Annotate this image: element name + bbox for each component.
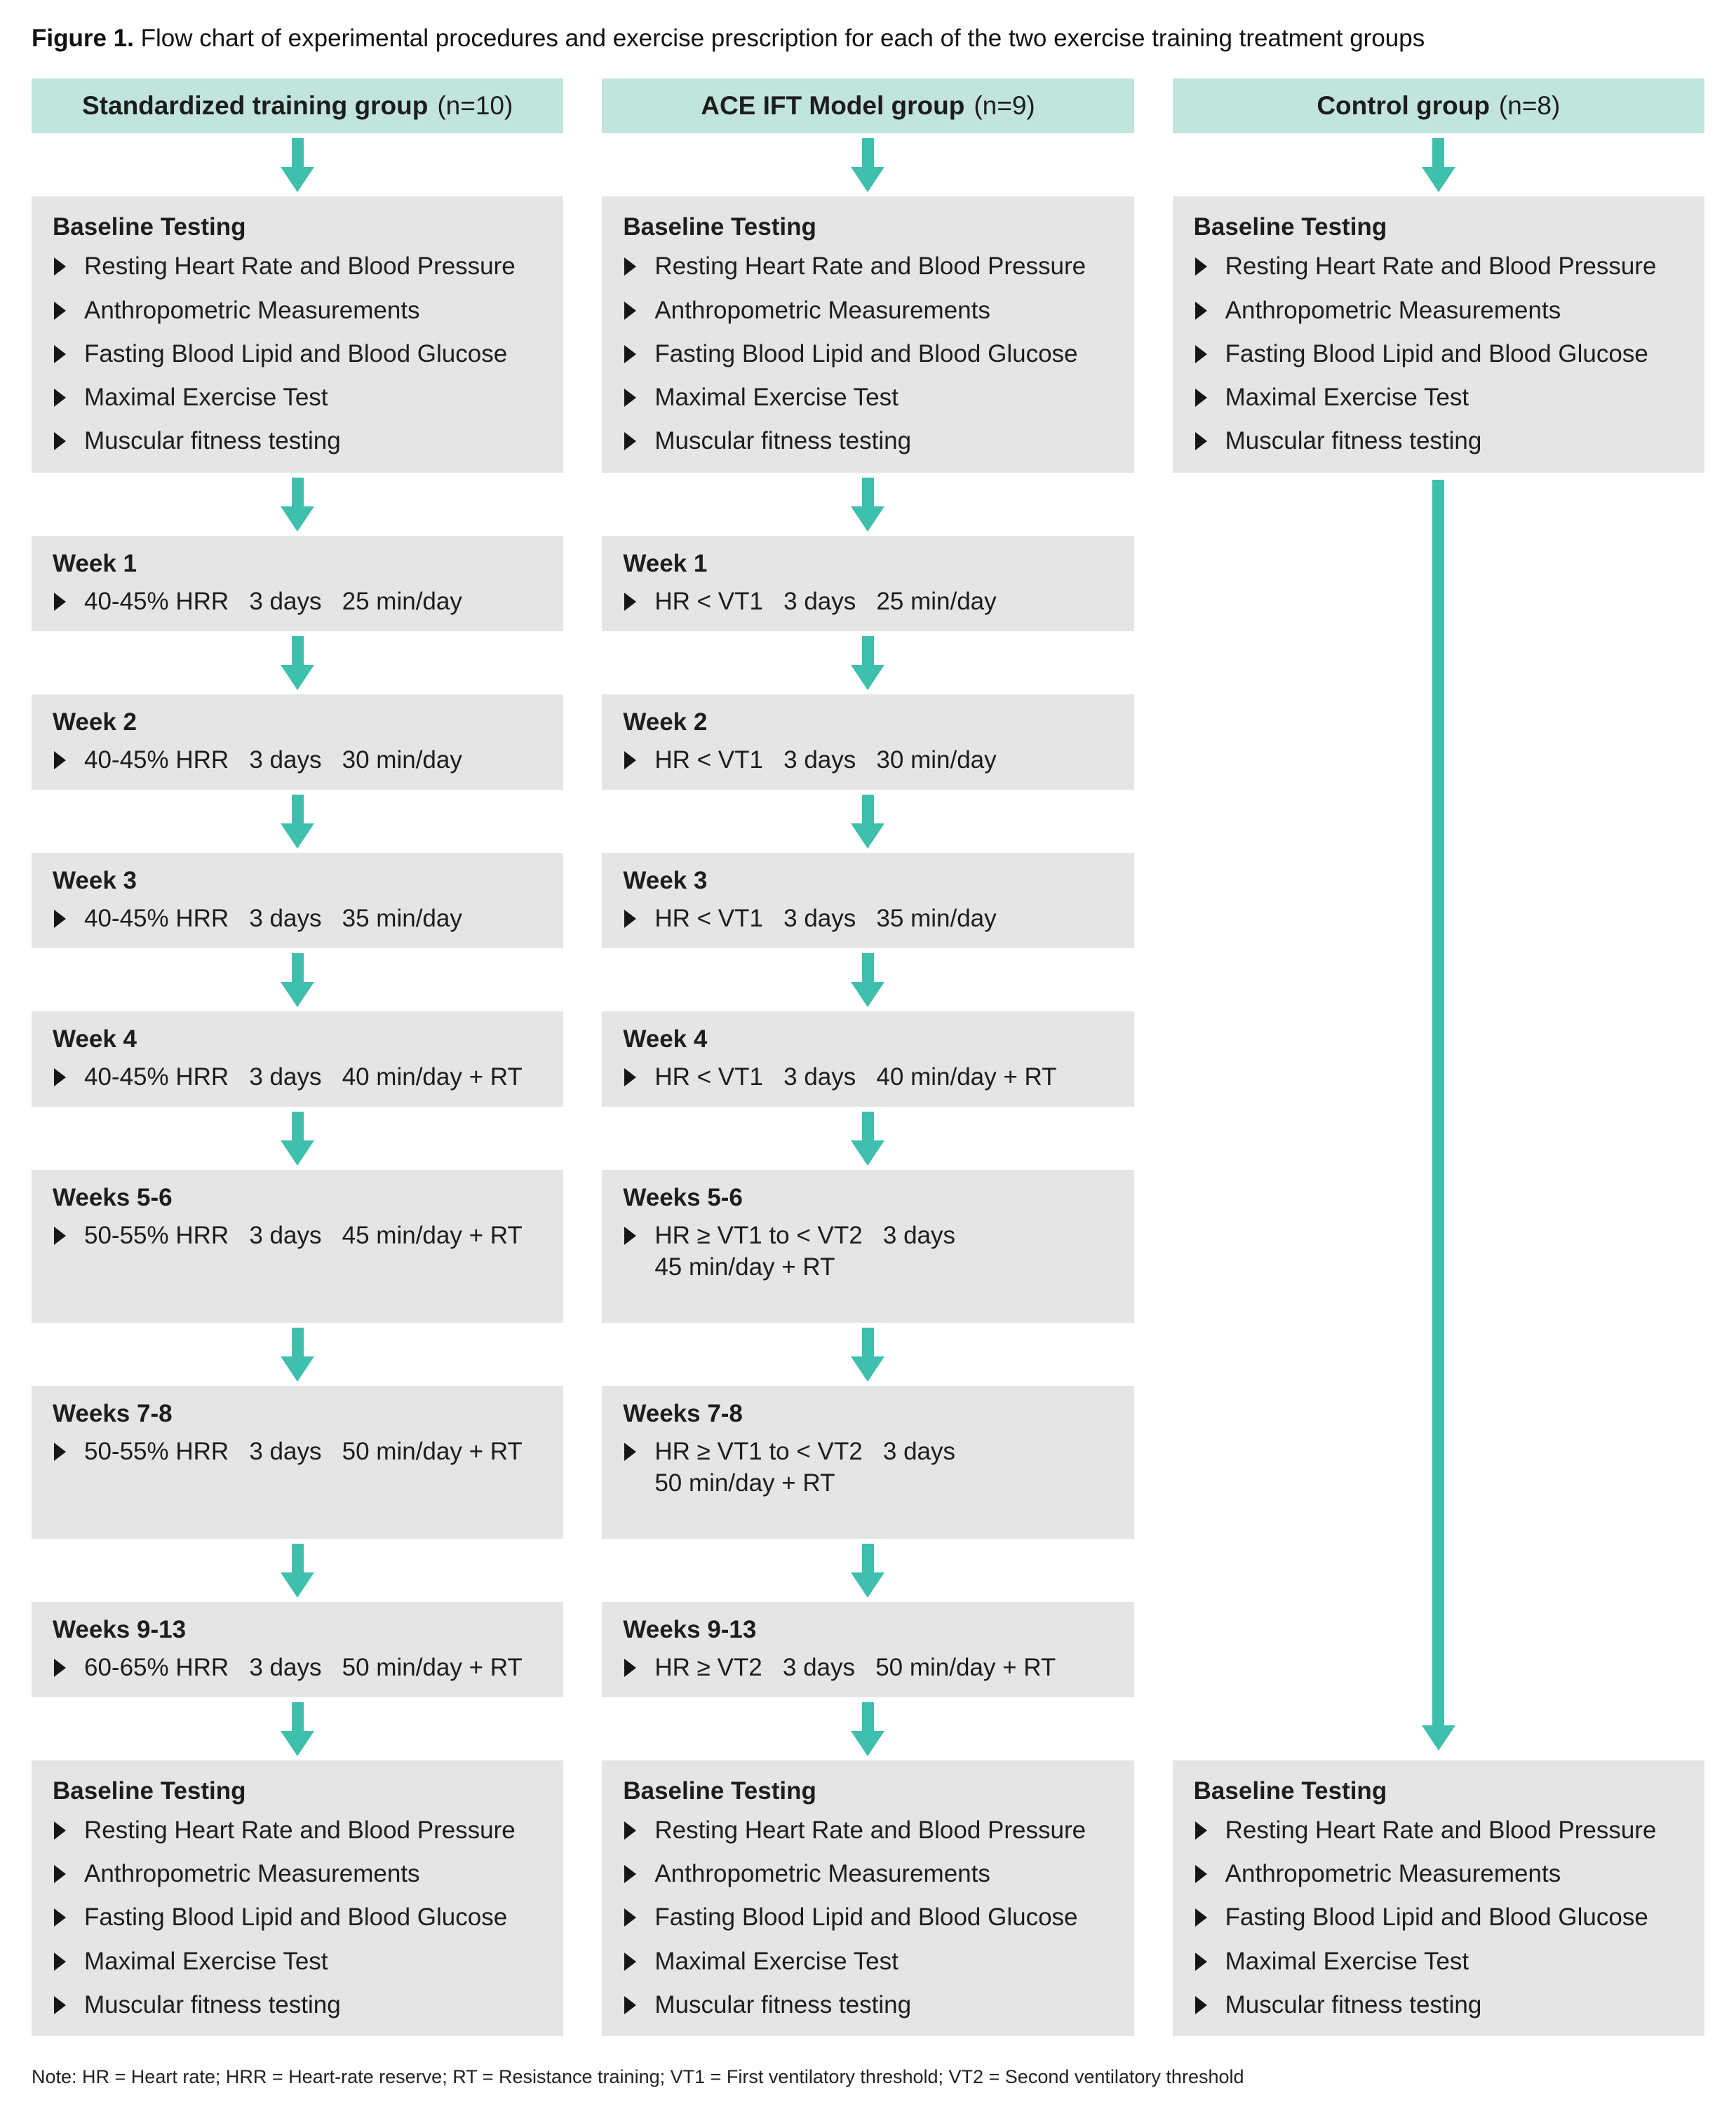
- triangle-bullet-icon: [624, 257, 636, 276]
- bullet-row: [623, 1063, 1112, 1095]
- bullet-row: [53, 1063, 542, 1095]
- triangle-bullet-icon: [54, 1227, 66, 1245]
- baseline-item: [1194, 1948, 1683, 1976]
- arrow-head: [281, 823, 314, 849]
- figure-label: Figure 1.: [32, 25, 134, 52]
- group-size: (n=9): [974, 91, 1035, 120]
- long-arrow-connector: [1173, 473, 1704, 1760]
- arrow-shaft: [292, 1544, 304, 1572]
- triangle-bullet-icon: [624, 432, 636, 450]
- baseline-item: [623, 427, 1112, 455]
- arrow-head: [851, 506, 884, 532]
- group-header-ace-ift: [602, 79, 1133, 133]
- arrow-head: [851, 982, 884, 1007]
- baseline-item-label: Muscular fitness testing: [84, 427, 341, 455]
- baseline-title: Baseline Testing: [53, 1777, 246, 1805]
- baseline-item-label: Anthropometric Measurements: [1225, 296, 1561, 324]
- arrow-down-icon: [851, 1112, 884, 1166]
- arrow-head: [281, 1572, 314, 1598]
- arrow-down-icon: [281, 795, 314, 849]
- baseline-item-label: Maximal Exercise Test: [1225, 384, 1469, 411]
- arrow-head: [281, 982, 314, 1007]
- arrow-head: [851, 1356, 884, 1382]
- arrow-head: [851, 1140, 884, 1166]
- arrow-down-icon: [851, 1544, 884, 1598]
- group-name: Standardized training group: [82, 91, 429, 120]
- baseline-testing-box: [32, 196, 563, 473]
- arrow-connector: [32, 1539, 563, 1602]
- week-box-weeks-9-13: [602, 1602, 1133, 1697]
- baseline-item-label: Fasting Blood Lipid and Blood Glucose: [1225, 1903, 1648, 1932]
- baseline-item-label: Anthropometric Measurements: [654, 1860, 990, 1887]
- week-prescription: 60-65% HRR 3 days 50 min/day + RT: [84, 1653, 523, 1681]
- group-size: (n=10): [437, 91, 513, 120]
- baseline-item: [623, 1948, 1112, 1976]
- arrow-connector: [32, 473, 563, 536]
- final-baseline-testing-box: [32, 1760, 563, 2037]
- arrow-down-icon: [281, 1328, 314, 1382]
- arrow-connector: [32, 948, 563, 1011]
- arrow-head: [1422, 167, 1455, 192]
- arrow-down-icon: [851, 795, 884, 849]
- group-size: (n=8): [1498, 91, 1561, 120]
- triangle-bullet-icon: [54, 910, 66, 928]
- arrow-connector: [602, 473, 1133, 536]
- week-box-week-2: [602, 694, 1133, 790]
- triangle-bullet-icon: [54, 302, 66, 320]
- bullet-row: [623, 746, 1112, 778]
- arrow-head: [281, 506, 314, 532]
- baseline-item-label: Anthropometric Measurements: [1225, 1860, 1561, 1887]
- arrow-shaft: [862, 1112, 874, 1140]
- triangle-bullet-icon: [54, 257, 66, 276]
- arrow-shaft: [292, 795, 304, 823]
- arrow-down-icon: [851, 953, 884, 1007]
- arrow-shaft: [862, 1702, 874, 1731]
- triangle-bullet-icon: [624, 1908, 636, 1927]
- baseline-item-label: Anthropometric Measurements: [84, 296, 420, 324]
- baseline-item-list: [623, 1817, 1112, 2019]
- triangle-bullet-icon: [54, 1443, 66, 1461]
- baseline-item-label: Resting Heart Rate and Blood Pressure: [84, 252, 516, 281]
- arrow-down-icon: [281, 1544, 314, 1598]
- triangle-bullet-icon: [624, 389, 636, 407]
- week-box-weeks-9-13: [32, 1602, 563, 1697]
- arrow-head: [281, 1140, 314, 1166]
- baseline-item-label: Fasting Blood Lipid and Blood Glucose: [84, 1903, 508, 1932]
- arrow-shaft: [862, 953, 874, 982]
- week-prescription: HR ≥ VT1 to < VT2 3 days 45 min/day + RT: [654, 1221, 956, 1281]
- baseline-item-label: Muscular fitness testing: [1225, 427, 1482, 455]
- triangle-bullet-icon: [624, 1068, 636, 1086]
- triangle-bullet-icon: [54, 432, 66, 450]
- final-baseline-testing-box: [1173, 1760, 1704, 2037]
- arrow-connector: [602, 1697, 1133, 1760]
- week-prescription: HR ≥ VT2 3 days 50 min/day + RT: [654, 1653, 1056, 1681]
- arrow-down-icon: [281, 1112, 314, 1166]
- week-title: Weeks 5-6: [53, 1183, 173, 1211]
- arrow-shaft: [862, 795, 874, 823]
- group-header-control: [1173, 79, 1704, 133]
- bullet-row: [623, 905, 1112, 936]
- week-box-week-3: [602, 853, 1133, 948]
- week-prescription: 50-55% HRR 3 days 50 min/day + RT: [84, 1437, 523, 1465]
- triangle-bullet-icon: [624, 1821, 636, 1840]
- arrow-head: [851, 167, 884, 192]
- bullet-row: [53, 1654, 542, 1685]
- baseline-item: [53, 1948, 542, 1976]
- baseline-item: [53, 384, 542, 412]
- arrow-connector: [602, 133, 1133, 196]
- week-box-weeks-5-6: [32, 1170, 563, 1323]
- baseline-item: [623, 297, 1112, 325]
- week-prescription: HR < VT1 3 days 40 min/day + RT: [654, 1063, 1057, 1091]
- baseline-item: [623, 384, 1112, 412]
- figure-title: [32, 24, 1704, 53]
- triangle-bullet-icon: [624, 1996, 636, 2014]
- baseline-item: [1194, 297, 1683, 325]
- week-box-week-1: [602, 536, 1133, 631]
- baseline-item: [1194, 252, 1683, 281]
- arrow-head: [281, 1731, 314, 1756]
- arrow-shaft: [292, 953, 304, 982]
- week-prescription: 50-55% HRR 3 days 45 min/day + RT: [84, 1221, 523, 1249]
- column-standardized-group: [32, 79, 563, 2036]
- arrow-connector: [602, 948, 1133, 1011]
- week-prescription: 40-45% HRR 3 days 40 min/day + RT: [84, 1063, 523, 1091]
- bullet-row: [623, 1438, 1112, 1498]
- baseline-item-label: Fasting Blood Lipid and Blood Glucose: [654, 1903, 1078, 1932]
- baseline-item: [623, 1903, 1112, 1932]
- week-box-weeks-5-6: [602, 1170, 1133, 1323]
- arrow-connector: [602, 631, 1133, 694]
- arrow-shaft: [1432, 480, 1444, 1725]
- triangle-bullet-icon: [1195, 1865, 1207, 1883]
- baseline-item-label: Anthropometric Measurements: [84, 1860, 420, 1887]
- group-name: Control group: [1317, 91, 1490, 120]
- week-title: Week 1: [623, 549, 708, 577]
- week-title: Week 1: [53, 549, 137, 577]
- bullet-row: [53, 1222, 542, 1253]
- arrow-down-icon: [851, 1702, 884, 1756]
- triangle-bullet-icon: [1195, 389, 1207, 407]
- baseline-item: [53, 1817, 542, 1845]
- triangle-bullet-icon: [624, 1227, 636, 1245]
- bullet-row: [53, 905, 542, 936]
- triangle-bullet-icon: [624, 751, 636, 769]
- week-prescription: HR ≥ VT1 to < VT2 3 days 50 min/day + RT: [654, 1437, 956, 1497]
- baseline-item-label: Fasting Blood Lipid and Blood Glucose: [654, 339, 1078, 368]
- week-prescription: HR < VT1 3 days 30 min/day: [654, 746, 997, 774]
- baseline-title: Baseline Testing: [623, 213, 816, 241]
- arrow-down-icon: [1422, 138, 1455, 192]
- column-ace-ift-group: [602, 79, 1133, 2036]
- triangle-bullet-icon: [624, 593, 636, 611]
- baseline-item: [623, 1817, 1112, 1845]
- baseline-item-label: Muscular fitness testing: [654, 1990, 912, 2019]
- baseline-item-label: Resting Heart Rate and Blood Pressure: [84, 1816, 516, 1844]
- arrow-down-icon: [851, 138, 884, 192]
- baseline-item: [53, 1903, 542, 1932]
- final-baseline-testing-box: [602, 1760, 1133, 2037]
- triangle-bullet-icon: [1195, 257, 1207, 276]
- baseline-item: [1194, 340, 1683, 368]
- week-title: Weeks 9-13: [53, 1615, 187, 1643]
- baseline-item: [1194, 1903, 1683, 1932]
- arrow-connector: [32, 1697, 563, 1760]
- arrow-head: [281, 665, 314, 690]
- triangle-bullet-icon: [54, 751, 66, 769]
- week-title: Week 3: [53, 866, 137, 894]
- baseline-title: Baseline Testing: [1193, 1777, 1387, 1805]
- baseline-item: [623, 252, 1112, 281]
- baseline-item: [1194, 427, 1683, 455]
- week-title: Week 2: [53, 708, 137, 736]
- triangle-bullet-icon: [54, 1068, 66, 1086]
- arrow-down-icon: [851, 1328, 884, 1382]
- baseline-item-label: Muscular fitness testing: [1225, 1990, 1482, 2019]
- baseline-item-label: Resting Heart Rate and Blood Pressure: [654, 1816, 1086, 1844]
- arrow-shaft: [1432, 138, 1444, 167]
- triangle-bullet-icon: [54, 1821, 66, 1840]
- bullet-row: [53, 588, 542, 619]
- baseline-item: [623, 1991, 1112, 2019]
- week-title: Week 3: [623, 866, 708, 894]
- triangle-bullet-icon: [624, 1443, 636, 1461]
- baseline-item-label: Maximal Exercise Test: [1225, 1947, 1469, 1975]
- arrow-shaft: [292, 1702, 304, 1731]
- arrow-connector: [602, 790, 1133, 853]
- arrow-head: [281, 1356, 314, 1382]
- triangle-bullet-icon: [1195, 432, 1207, 450]
- triangle-bullet-icon: [1195, 1908, 1207, 1927]
- baseline-item-list: [1194, 252, 1683, 455]
- arrow-connector: [602, 1539, 1133, 1602]
- arrow-head: [851, 1572, 884, 1598]
- baseline-item: [1194, 384, 1683, 412]
- baseline-testing-box: [602, 196, 1133, 473]
- bullet-row: [53, 746, 542, 778]
- group-header-standardized: [32, 79, 563, 133]
- baseline-item: [53, 1991, 542, 2019]
- baseline-item: [53, 1860, 542, 1888]
- arrow-connector: [32, 1107, 563, 1170]
- baseline-item: [1194, 1991, 1683, 2019]
- arrow-down-icon: [281, 138, 314, 192]
- arrow-shaft: [292, 1328, 304, 1356]
- triangle-bullet-icon: [54, 1908, 66, 1927]
- week-box-weeks-7-8: [32, 1386, 563, 1539]
- triangle-bullet-icon: [54, 345, 66, 363]
- week-prescription: HR < VT1 3 days 25 min/day: [654, 587, 997, 615]
- arrow-down-icon: [1422, 480, 1455, 1751]
- figure-caption: Flow chart of experimental procedures and exercise prescription for each of the two exercise training treatment groups: [133, 25, 1425, 52]
- triangle-bullet-icon: [54, 1659, 66, 1677]
- arrow-head: [1422, 1725, 1455, 1751]
- baseline-item-label: Maximal Exercise Test: [654, 1947, 899, 1975]
- arrow-connector: [1173, 133, 1704, 196]
- baseline-item-label: Muscular fitness testing: [84, 1990, 341, 2019]
- arrow-connector: [602, 1107, 1133, 1170]
- week-prescription: 40-45% HRR 3 days 35 min/day: [84, 904, 462, 932]
- week-box-week-4: [32, 1011, 563, 1107]
- baseline-item-label: Maximal Exercise Test: [84, 384, 328, 411]
- baseline-item: [53, 340, 542, 368]
- baseline-testing-box: [1173, 196, 1704, 473]
- arrow-connector: [32, 133, 563, 196]
- baseline-item-label: Anthropometric Measurements: [654, 296, 990, 324]
- baseline-item-list: [53, 252, 542, 455]
- arrow-head: [281, 167, 314, 192]
- flowchart: [32, 79, 1704, 2036]
- triangle-bullet-icon: [54, 1865, 66, 1883]
- arrow-down-icon: [281, 478, 314, 532]
- week-title: Weeks 9-13: [623, 1615, 757, 1643]
- baseline-title: Baseline Testing: [53, 213, 246, 241]
- week-title: Week 4: [53, 1025, 137, 1053]
- baseline-item-label: Maximal Exercise Test: [654, 384, 899, 411]
- week-title: Weeks 5-6: [623, 1183, 743, 1211]
- baseline-item-label: Fasting Blood Lipid and Blood Glucose: [1225, 339, 1648, 368]
- arrow-head: [851, 823, 884, 849]
- baseline-item: [53, 252, 542, 281]
- arrow-shaft: [292, 138, 304, 167]
- baseline-item: [1194, 1860, 1683, 1888]
- arrow-connector: [602, 1323, 1133, 1386]
- baseline-item: [1194, 1817, 1683, 1845]
- triangle-bullet-icon: [54, 593, 66, 611]
- arrow-shaft: [862, 138, 874, 167]
- triangle-bullet-icon: [624, 345, 636, 363]
- arrow-shaft: [862, 636, 874, 665]
- arrow-shaft: [292, 636, 304, 665]
- triangle-bullet-icon: [1195, 302, 1207, 320]
- triangle-bullet-icon: [1195, 345, 1207, 363]
- baseline-item-label: Maximal Exercise Test: [84, 1947, 328, 1975]
- baseline-item-label: Muscular fitness testing: [654, 427, 912, 455]
- arrow-down-icon: [851, 636, 884, 690]
- week-title: Weeks 7-8: [623, 1399, 743, 1427]
- baseline-item-list: [623, 252, 1112, 455]
- baseline-item-label: Resting Heart Rate and Blood Pressure: [1225, 252, 1657, 281]
- week-prescription: HR < VT1 3 days 35 min/day: [654, 904, 997, 932]
- baseline-item-list: [1194, 1817, 1683, 2019]
- week-box-weeks-7-8: [602, 1386, 1133, 1539]
- week-box-week-2: [32, 694, 563, 790]
- arrow-shaft: [862, 478, 874, 506]
- week-box-week-1: [32, 536, 563, 631]
- arrow-connector: [32, 1323, 563, 1386]
- bullet-row: [53, 1438, 542, 1469]
- triangle-bullet-icon: [624, 1659, 636, 1677]
- triangle-bullet-icon: [1195, 1821, 1207, 1840]
- group-name: ACE IFT Model group: [701, 91, 965, 120]
- arrow-down-icon: [281, 1702, 314, 1756]
- bullet-row: [623, 588, 1112, 619]
- week-title: Weeks 7-8: [53, 1399, 173, 1427]
- baseline-item: [53, 297, 542, 325]
- triangle-bullet-icon: [54, 389, 66, 407]
- baseline-title: Baseline Testing: [1193, 213, 1387, 241]
- week-prescription: 40-45% HRR 3 days 25 min/day: [84, 587, 462, 615]
- arrow-shaft: [292, 1112, 304, 1140]
- arrow-head: [851, 1731, 884, 1756]
- column-control-group: [1173, 79, 1704, 2036]
- week-title: Week 2: [623, 708, 708, 736]
- arrow-head: [851, 665, 884, 690]
- arrow-shaft: [862, 1328, 874, 1356]
- arrow-down-icon: [281, 636, 314, 690]
- baseline-title: Baseline Testing: [623, 1777, 816, 1805]
- arrow-down-icon: [851, 478, 884, 532]
- footnote: Note: HR = Heart rate; HRR = Heart-rate reserve; RT = Resistance training; VT1 = First ventilatory threshold; VT2 = Second ventilatory threshold: [32, 2066, 1244, 2087]
- baseline-item: [623, 1860, 1112, 1888]
- arrow-connector: [32, 631, 563, 694]
- triangle-bullet-icon: [624, 302, 636, 320]
- triangle-bullet-icon: [54, 1996, 66, 2014]
- triangle-bullet-icon: [624, 1953, 636, 1971]
- arrow-down-icon: [281, 953, 314, 1007]
- bullet-row: [623, 1654, 1112, 1685]
- baseline-item-label: Resting Heart Rate and Blood Pressure: [1225, 1816, 1657, 1844]
- baseline-item-label: Resting Heart Rate and Blood Pressure: [654, 252, 1086, 281]
- week-title: Week 4: [623, 1025, 708, 1053]
- triangle-bullet-icon: [1195, 1996, 1207, 2014]
- triangle-bullet-icon: [624, 1865, 636, 1883]
- baseline-item: [53, 427, 542, 455]
- triangle-bullet-icon: [54, 1953, 66, 1971]
- baseline-item-label: Fasting Blood Lipid and Blood Glucose: [84, 339, 508, 368]
- bullet-row: [623, 1222, 1112, 1282]
- week-box-week-4: [602, 1011, 1133, 1107]
- triangle-bullet-icon: [624, 910, 636, 928]
- week-box-week-3: [32, 853, 563, 948]
- arrow-shaft: [292, 478, 304, 506]
- baseline-item: [623, 340, 1112, 368]
- baseline-item-list: [53, 1817, 542, 2019]
- week-prescription: 40-45% HRR 3 days 30 min/day: [84, 746, 462, 774]
- arrow-connector: [32, 790, 563, 853]
- triangle-bullet-icon: [1195, 1953, 1207, 1971]
- arrow-shaft: [862, 1544, 874, 1572]
